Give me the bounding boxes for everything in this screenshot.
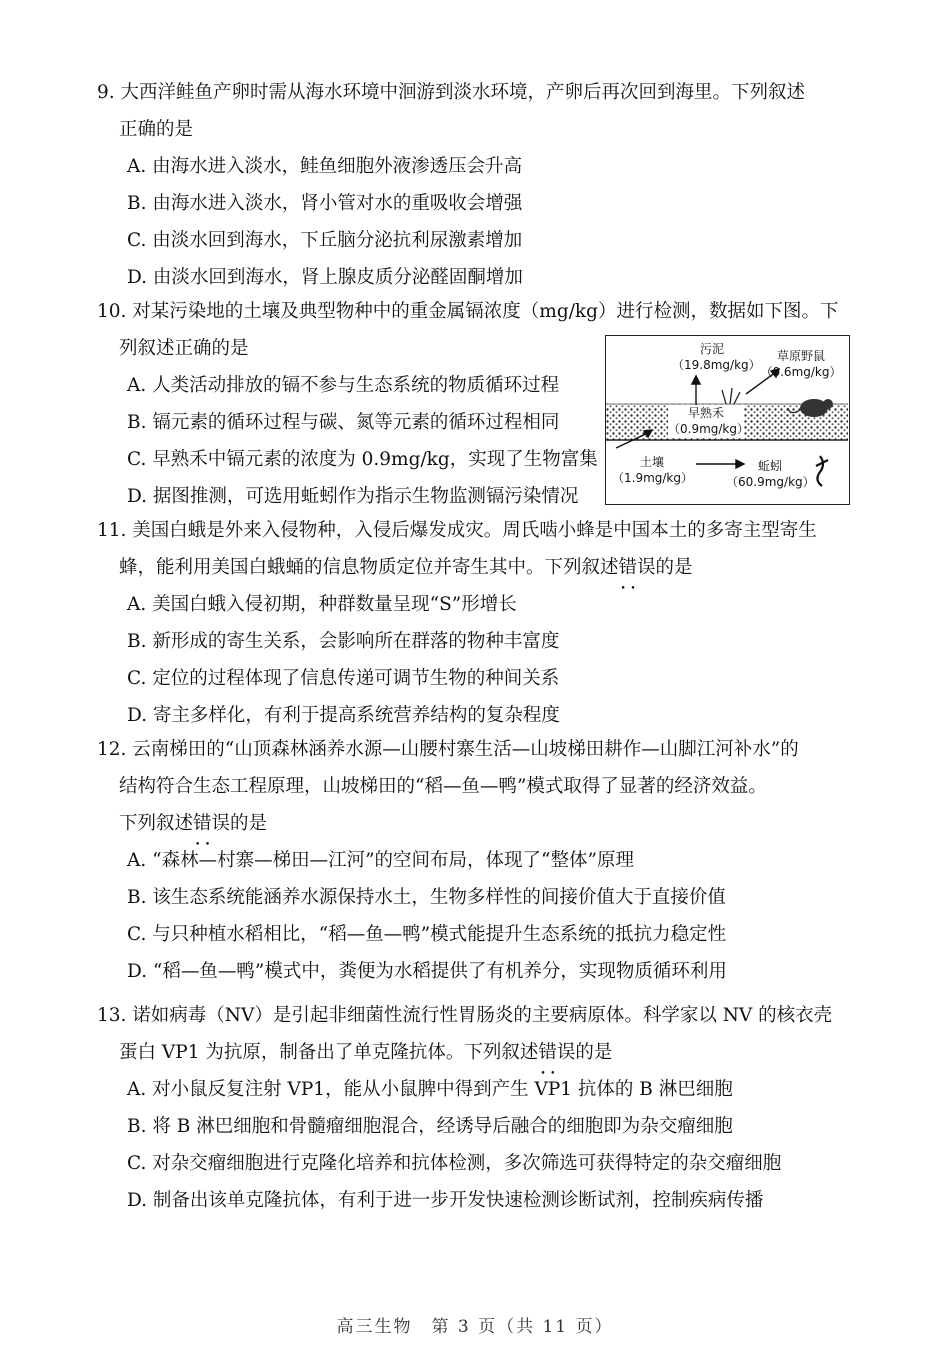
arrow-head bbox=[692, 376, 700, 384]
soil-value: （1.9mg/kg） bbox=[612, 471, 694, 485]
mouse-label bbox=[756, 348, 846, 380]
option-a: A. 对小鼠反复注射 VP1，能从小鼠脾中得到产生 VP1 抗体的 B 淋巴细胞 bbox=[127, 1079, 733, 1100]
question-stem-line: 11. 美国白蛾是外来入侵物种，入侵后爆发成灾。周氏啮小蜂是中国本土的多寄主型寄生 bbox=[97, 520, 817, 541]
option-a: A. 美国白蛾入侵初期，种群数量呈现“S”形增长 bbox=[127, 594, 517, 615]
question-9 bbox=[97, 74, 857, 296]
option-d: D. 据图推测，可选用蚯蚓作为指示生物监测镉污染情况 bbox=[127, 486, 579, 507]
option-a: A. 由海水进入淡水，鲑鱼细胞外液渗透压会升高 bbox=[127, 156, 523, 177]
grass-label bbox=[668, 405, 750, 437]
worm-name: 蚯蚓 bbox=[757, 459, 782, 473]
grass-name: 早熟禾 bbox=[687, 406, 724, 420]
option-d: D. 寄主多样化，有利于提高系统营养结构的复杂程度 bbox=[127, 705, 560, 726]
question-stem-line: 10. 对某污染地的土壤及典型物种中的重金属镉浓度（mg/kg）进行检测，数据如下图。下 bbox=[97, 301, 839, 322]
option-b: B. 新形成的寄生关系，会影响所在群落的物种丰富度 bbox=[127, 631, 560, 652]
option-d: D. “稻—鱼—鸭”模式中，粪便为水稻提供了有机养分，实现物质循环利用 bbox=[127, 961, 727, 982]
option-c: C. 定位的过程体现了信息传递可调节生物的种间关系 bbox=[127, 668, 560, 689]
emphasis-word: 错误 • • bbox=[538, 1042, 575, 1063]
option-d: D. 制备出该单克隆抗体，有利于进一步开发快速检测诊断试剂，控制疾病传播 bbox=[127, 1190, 764, 1211]
option-a: A. “森林—村寨—梯田—江河”的空间布局，体现了“整体”原理 bbox=[127, 850, 634, 871]
option-b: B. 由海水进入淡水，肾小管对水的重吸收会增强 bbox=[127, 193, 523, 214]
question-stem-line: 列叙述正确的是 bbox=[119, 338, 249, 359]
option-a: A. 人类活动排放的镉不参与生态系统的物质循环过程 bbox=[127, 375, 560, 396]
option-b: B. 将 B 淋巴细胞和骨髓瘤细胞混合，经诱导后融合的细胞即为杂交瘤细胞 bbox=[127, 1116, 733, 1137]
option-c: C. 由淡水回到海水，下丘脑分泌抗利尿激素增加 bbox=[127, 230, 523, 251]
question-12 bbox=[97, 731, 857, 990]
sludge-name: 污泥 bbox=[699, 342, 724, 356]
question-stem-line: 结构符合生态工程原理，山坡梯田的“稻—鱼—鸭”模式取得了显著的经济效益。 bbox=[119, 776, 767, 797]
sludge-label bbox=[672, 341, 761, 373]
option-c: C. 对杂交瘤细胞进行克隆化培养和抗体检测，多次筛选可获得特定的杂交瘤细胞 bbox=[127, 1153, 782, 1174]
question-stem-line: 12. 云南梯田的“山顶森林涵养水源—山腰村寨生活—山坡梯田耕作—山脚江河补水”的 bbox=[97, 739, 799, 760]
option-c: C. 早熟禾中镉元素的浓度为 0.9mg/kg，实现了生物富集 bbox=[127, 449, 598, 470]
question-stem-line: 蜂，能利用美国白蛾蛹的信息物质定位并寄生其中。下列叙述错误 • •的是 bbox=[97, 549, 857, 586]
soil-label bbox=[612, 454, 692, 486]
earthworm-icon bbox=[816, 456, 828, 486]
option-b: B. 该生态系统能涵养水源保持水土，生物多样性的间接价值大于直接价值 bbox=[127, 887, 726, 908]
option-b: B. 镉元素的循环过程与碳、氮等元素的循环过程相同 bbox=[127, 412, 560, 433]
emphasis-word: 错误 • • bbox=[193, 813, 230, 834]
mouse-name: 草原野鼠 bbox=[776, 349, 825, 363]
question-stem-line: 13. 诺如病毒（NV）是引起非细菌性流行性胃肠炎的主要病原体。科学家以 NV 的核衣壳 bbox=[97, 1005, 833, 1026]
option-d: D. 由淡水回到海水，肾上腺皮质分泌醛固酮增加 bbox=[127, 267, 523, 288]
grass-value: （0.9mg/kg） bbox=[668, 422, 750, 436]
question-stem-line: 下列叙述错误 • •的是 bbox=[97, 805, 857, 842]
option-c: C. 与只种植水稻相比，“稻—鱼—鸭”模式能提升生态系统的抵抗力稳定性 bbox=[127, 924, 727, 945]
cadmium-diagram bbox=[605, 335, 850, 505]
worm-value: （60.9mg/kg） bbox=[726, 475, 815, 489]
question-stem-line: 蛋白 VP1 为抗原，制备出了单克隆抗体。下列叙述错误 • •的是 bbox=[97, 1034, 857, 1071]
question-stem-line: 9. 大西洋鲑鱼产卵时需从海水环境中洄游到淡水环境，产卵后再次回到海里。下列叙述 bbox=[97, 82, 806, 103]
soil-name: 土壤 bbox=[639, 455, 664, 469]
question-13 bbox=[97, 997, 857, 1219]
grass-icon bbox=[722, 388, 740, 404]
question-stem-line: 正确的是 bbox=[119, 119, 194, 140]
mouse-value: （0.6mg/kg） bbox=[760, 365, 842, 379]
question-11 bbox=[97, 512, 857, 734]
worm-label bbox=[726, 458, 814, 490]
page-footer: 高三生物 第 3 页（共 11 页） bbox=[336, 1317, 614, 1337]
sludge-value: （19.8mg/kg） bbox=[672, 358, 761, 372]
emphasis-word: 错误 • • bbox=[619, 557, 656, 578]
